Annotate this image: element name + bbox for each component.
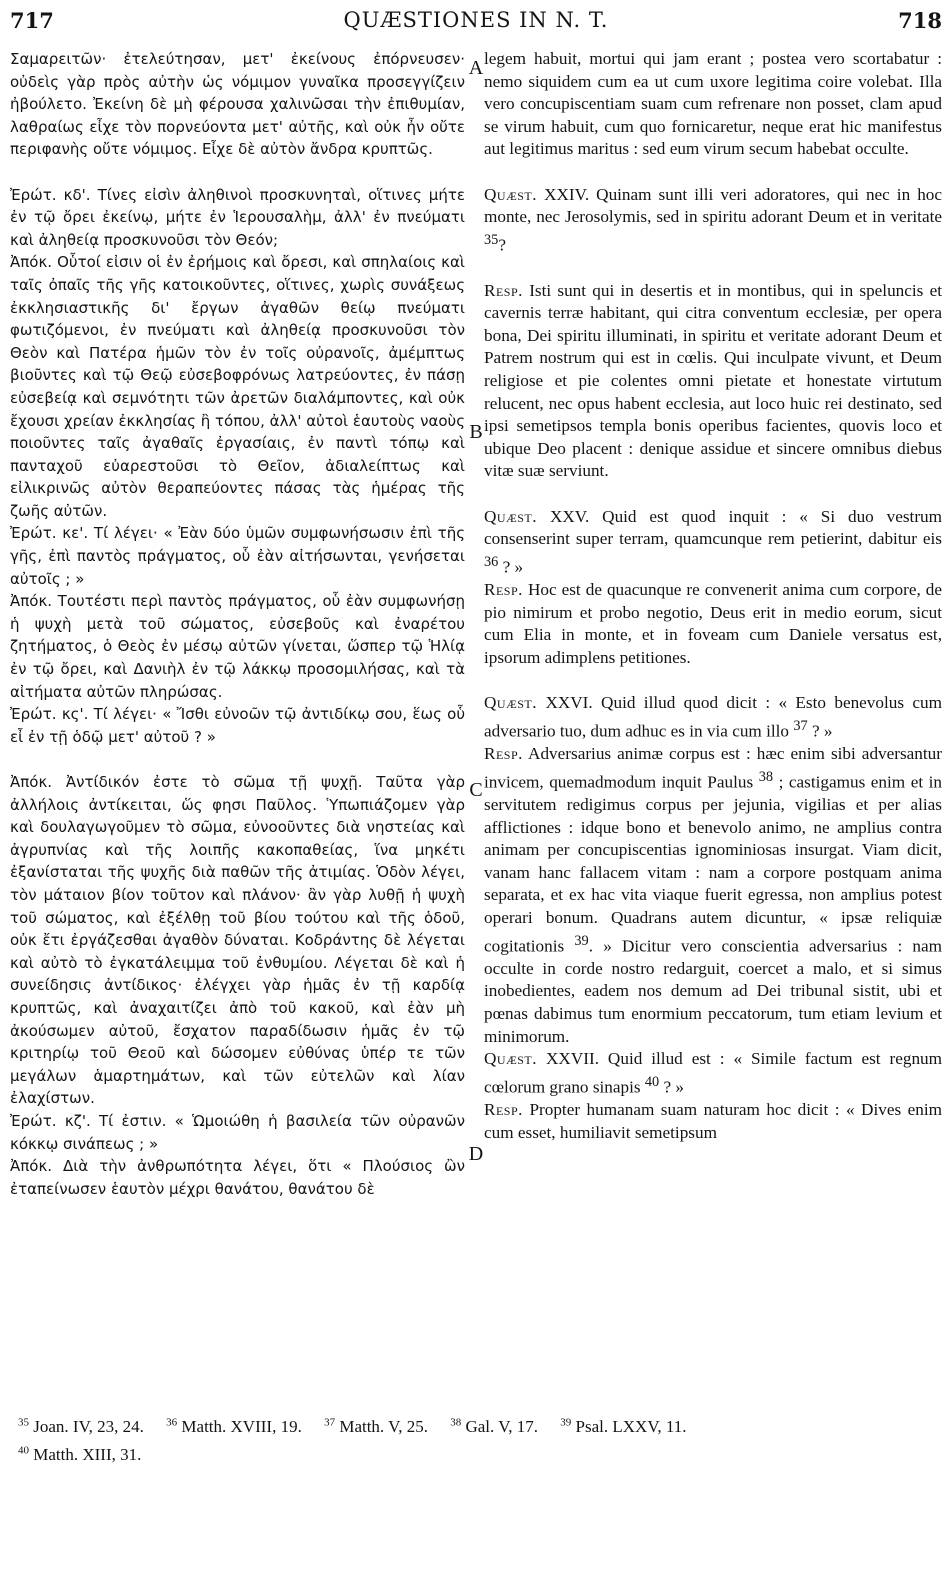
greek-question-26: Ἐρώτ. κς'. Τί λέγει· « Ἴσθι εὐνοῶν τῷ ἀντιδίκῳ σου, ἕως οὗ εἶ ἐν τῇ ὁδῷ μετ' αὐτοῦ ? » [10, 705, 465, 746]
response-label: Resp. [484, 744, 523, 764]
greek-answer-27: Ἀπόκ. Διὰ τὴν ἀνθρωπότητα λέγει, ὅτι « Πλούσιος ὢν ἐταπείνωσεν ἑαυτὸν μέχρι θανάτου, θανάτου δὲ [10, 1157, 465, 1198]
response-text: Adversarius animæ corpus est : hæc enim sibi adversantur invicem, quemadmodum inquit Paulus [484, 744, 942, 792]
footnote-text: Matth. XIII, 31. [33, 1445, 142, 1465]
question-end: ? » [502, 557, 524, 577]
greek-column [10, 48, 465, 1200]
footnote-number: 39 [560, 1416, 572, 1428]
response-text: Propter humanam suam naturam hoc dicit : « Dives enim cum esset, humiliavit semetipsum [484, 1100, 943, 1142]
greek-answer-26: Ἀπόκ. Ἀντίδικόν ἐστε τὸ σῶμα τῇ ψυχῇ. Ταῦτα γὰρ ἀλλήλοις ἀντίκειται, ὥς φησι Παῦλος. Ὑπωπιάζομεν γὰρ καὶ δουλαγωγοῦμεν τὸ σῶμα, εὐνοοῦντες διὰ νηστείας καὶ ἀγρυπνίας καὶ τῆς λοιπῆς κακοπαθείας, ἵνα μηκέτι ἐξανίσταται τῆς ψυχῆς διὰ παθῶν τῆς ἀτιμίας. Ὁδὸν λέγει, τὸν μάταιον βίον τοῦτον καὶ πλάνον· ἂν γὰρ λυθῇ ἡ ψυχὴ τοῦ σώματος, καὶ ἐξέλθῃ τοῦ βίου τούτου καὶ τῆς ὁδοῦ, οὐκ ἔτι ἐργάζεσθαι ἀγαθὸν δύναται. Κοδράντης δὲ λέγεται καὶ αὐτὸ τὸ ἐγκατάλειμμα τοῦ ἐνθυμίου. Λέγεται δὲ καὶ ἡ συνείδησις ἀντίδικος· ἐλέγχει γὰρ ἡμᾶς ἐν τῇ καρδίᾳ κρυπτῶς, καὶ ἀναχαιτίζει ἀπὸ τοῦ κακοῦ, καὶ ἐὰν μὴ ἀκούσωμεν αὐτοῦ, ἔσχατον παραδίδωσιν ἡμᾶς ἐν τῷ κριτηρίῳ τοῦ Θεοῦ καὶ δώσομεν εὐθύνας ὑπέρ τε τῶν μεγάλων ἁμαρτημάτων, καὶ τῶν εὐτελῶν καὶ λίαν ἐλαχίστων. [10, 773, 465, 1108]
footnote [18, 1417, 144, 1436]
footnote-text: Gal. V, 17. [465, 1416, 539, 1436]
latin-question-26 [484, 692, 942, 743]
note-ref: 40 [644, 1073, 660, 1090]
response-text: Hoc est de quacunque re convenerit anima cum corpore, de pio nimirum et probo negotio, Deus erit in medio eorum, sicut cum Elia in monte, et in foveam cum Daniele versatus est, ipsorum adimplens petitiones. [484, 580, 942, 667]
question-label: Quæst. [484, 693, 538, 713]
footnotes [18, 1410, 940, 1467]
question-text: XXVI. Quid illud quod dicit : « Esto benevolus cum adversario tuo, dum adhuc es in via cum illo [484, 693, 943, 741]
greek-question-25: Ἐρώτ. κε'. Τί λέγει· « Ἐὰν δύο ὑμῶν συμφωνήσωσιν ἐπὶ τῆς γῆς, ἐπὶ παντὸς πράγματος, οὗ ἐὰν αἰτήσωνται, γενήσεται αὐτοῖς ; » [10, 524, 465, 588]
greek-answer-25: Ἀπόκ. Τουτέστι περὶ παντὸς πράγματος, οὗ ἐὰν συμφωνήσῃ ἡ ψυχὴ μετὰ τοῦ σώματος, εὐσεβοῦς καὶ ἐναρέτου ζητήματος, ὁ Θεὸς ἐν μέσῳ αὐτῶν γίνεται, ὥσπερ τῷ Ἡλίᾳ ἐν τῷ ὄρει, καὶ Δανιὴλ ἐν τῷ λάκκῳ προσομιλήσας, καὶ τὰ αἰτήματα αὐτῶν πληρώσας. [10, 592, 465, 701]
question-end: ? » [811, 721, 833, 741]
margin-letter-d: D [468, 1143, 484, 1165]
greek-answer-24: Ἀπόκ. Οὗτοί εἰσιν οἱ ἐν ἐρήμοις καὶ ὄρεσι, καὶ σπηλαίοις καὶ ταῖς ὀπαῖς τῆς γῆς κατοικοῦντες, οἵτινες, χωρὶς συνάξεως ἐκκλησιαστικῆς δι' ἔργων ἀγαθῶν θείῳ πνεύματι φωτιζόμενοι, ἐν πνεύματι καὶ ἀληθείᾳ προσκυνοῦσι τὸν Θεὸν καὶ Πατέρα ἡμῶν τὸν ἐν τοῖς οὐρανοῖς, ἀμέμπτως βιοῦντες καὶ τῷ Θεῷ εὐσεβοφρόνως λατρεύοντες, ἐν πάσῃ εὐσεβείᾳ καὶ σεμνότητι τῶν ἀρετῶν διαλάμποντες, καὶ οὐκ ἔχουσι χρείαν ἐκκλησίας ἢ τόπου, ἀλλ' αὐτοὶ ἑαυτοὺς ναοὺς ποιοῦντες ταῖς ἀγαθαῖς ἐργασίαις, ἐν παντὶ τόπῳ καὶ πανταχοῦ εὐαρεστοῦσι τὸ Θεῖον, ἀδιαλείπτως καὶ εἰλικρινῶς αὐτὸν θεραπεύοντες πάσας τὰς ἡμέρας τῆς ζωῆς αὐτῶν. [10, 253, 465, 520]
note-ref: 38 [758, 768, 774, 785]
latin-answer-26 [484, 743, 942, 1048]
footnote-text: Matth. V, 25. [339, 1416, 428, 1436]
footnote [450, 1417, 538, 1436]
note-ref: 35 [484, 231, 499, 248]
response-text: . » Dicitur vero conscientia adversarius : nam occulte in corde nostro redarguit, coercet a malo, et si simus inobedientes, eadem nos demum ad Dei tribunal sistit, ubi et pœnas dabimus tum enormium peccatorum, tum etiam levium et minimorum. [484, 936, 943, 1046]
footnote [18, 1445, 141, 1464]
greek-question-27: Ἐρώτ. κζ'. Τί ἐστιν. « Ὡμοιώθη ἡ βασιλεία τῶν οὐρανῶν κόκκῳ σινάπεως ; » [10, 1111, 465, 1153]
margin-letter-b: B [469, 421, 483, 443]
note-ref: 39 [574, 932, 589, 949]
latin-text: legem habuit, mortui qui jam erant ; postea vero scortabatur : nemo siquidem cum ea ut cum uxore legitima coire volebat. Illa vero concupiscentiam suam cum refrenare non posset, clam apud se virum habuit, cum quo fornicaretur, neque erat hic manifestus aut legitimus maritus : sed eum virum secum habebat occulte. [484, 49, 942, 159]
latin-answer-25 [484, 579, 942, 669]
response-label: Resp. [484, 280, 523, 300]
page-number-left: 717 [10, 8, 54, 33]
margin-letter-c: C [469, 779, 483, 801]
question-text: XXV. Quid est quod inquit : « Si duo vestrum consenserint super terram, quamcunque rem petierint, dabitur eis [484, 506, 943, 549]
page-number-right: 718 [898, 8, 942, 33]
footnote-text: Matth. XVIII, 19. [181, 1416, 302, 1436]
question-end: ? » [663, 1077, 685, 1097]
footnote [324, 1417, 428, 1436]
footnote-text: Joan. IV, 23, 24. [33, 1416, 144, 1436]
greek-paragraph: Σαμαρειτῶν· ἐτελεύτησαν, μετ' ἐκείνους ἐπόρνευσεν· οὐδεὶς γὰρ πρὸς αὐτὴν ὡς νόμιμον γυναῖκα προσεγγίζειν ἠβούλετο. Ἐκείνη δὲ μὴ φέρουσα χαλινῶσαι τὴν ἐπιθυμίαν, λαθραίως εἶχε τὸν πορνεύοντα μετ' αὐτῆς, καὶ οὐκ ἦν οὔτε περιφανὴς οὔτε νόμιμος. Εἶχε δὲ αὐτὸν ἄνδρα κρυπτῶς. [10, 50, 465, 159]
greek-question-24: Ἐρώτ. κδ'. Τίνες εἰσὶν ἀληθινοὶ προσκυνηταὶ, οἵτινες μήτε ἐν τῷ ὄρει ἐκείνῳ, μήτε ἐν Ἱερουσαλὴμ, ἀλλ' ἐν πνεύματι καὶ ἀληθείᾳ προσκυνοῦσι τὸν Θεόν; [10, 185, 465, 249]
latin-column [484, 48, 942, 1144]
response-text: Isti sunt qui in desertis et in montibus, qui in speluncis et cavernis terræ habitant, qui citra conventum ecclesiæ, per opera bona, Dei spiritu illuminati, in spiritu et veritate adorant Deum et Patrem nostrum qui est in cœlis. Qui inculpate vivunt, et Deum religiose et pie colentes omni pietate et honestate virtutum relucent, nec opus habent ecclesia, aut loco huic rei destinato, sed ipsi semetipsos templa bonis operibus facientes, quovis loco et ubique Deo placent : denique assidue et sincere omnibus diebus vitæ suæ serviunt. [484, 280, 942, 481]
question-end: ? [498, 235, 506, 255]
question-label: Quæst. [484, 184, 538, 204]
question-text: XXVII. Quid illud est : « Simile factum est regnum cœlorum grano sinapis [484, 1049, 943, 1097]
footnote [166, 1417, 302, 1436]
footnote-number: 35 [18, 1416, 29, 1428]
response-label: Resp. [484, 580, 523, 600]
question-label: Quæst. [484, 1049, 538, 1069]
question-label: Quæst. [484, 506, 538, 526]
footnote-number: 40 [18, 1444, 29, 1457]
note-ref: 37 [793, 717, 808, 734]
latin-answer-24 [484, 280, 942, 483]
question-text: XXIV. Quinam sunt illi veri adoratores, qui nec in hoc monte, nec Jerosolymis, sed in spiritu adorant Deum et in veritate [484, 184, 943, 227]
latin-question-27 [484, 1048, 942, 1099]
footnote-text: Psal. LXXV, 11. [575, 1416, 687, 1436]
response-text: ; castigamus enim et in servitutem redigimus corpus per jejunia, vigilias et per alias afflictiones : idque bono et benevolo animo, ne amplius contra animam per concupiscentias ignominiosas insurgat. Viam dicit, vanam hanc fallacem vitam : nam a corpore postquam anima separata, et ex hac vita viaque fuerit egressa, non amplius potest operari bonum. Quadrans autem dicuntur, « ipsæ reliquiæ cogitationis [484, 772, 943, 956]
footnote-number: 38 [450, 1416, 462, 1428]
note-ref: 36 [484, 553, 499, 570]
running-title: QUÆSTIONES IN N. T. [343, 8, 609, 32]
response-label: Resp. [484, 1100, 523, 1120]
margin-letter-a: A [468, 57, 484, 79]
latin-paragraph [484, 48, 942, 161]
latin-question-25 [484, 506, 942, 580]
footnote [560, 1417, 686, 1436]
latin-question-24 [484, 184, 942, 258]
running-header [10, 8, 942, 38]
latin-answer-27 [484, 1099, 942, 1144]
footnote-number: 37 [324, 1416, 336, 1428]
footnote-number: 36 [166, 1416, 178, 1428]
